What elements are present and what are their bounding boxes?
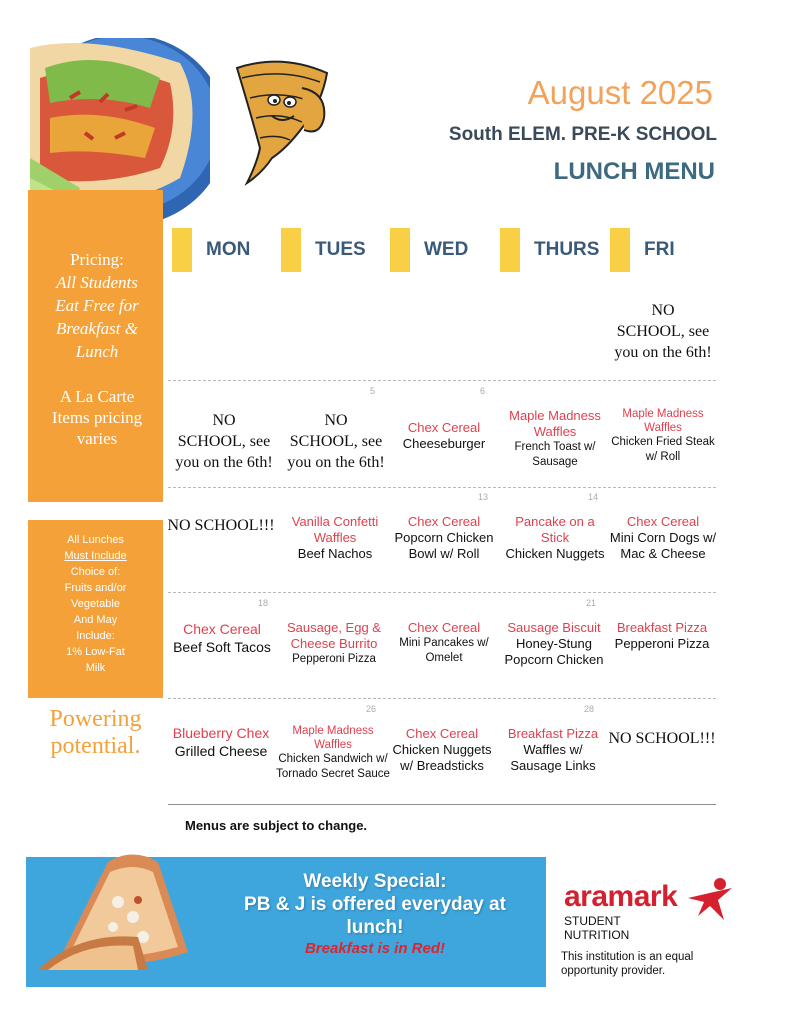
- day-label: MON: [206, 239, 251, 260]
- breakfast-item: Chex Cereal: [407, 514, 481, 529]
- requirements-line: Milk: [85, 662, 106, 674]
- breakfast-item: Sausage, Egg & Cheese Burrito: [287, 620, 381, 651]
- date-mark: 14: [588, 492, 599, 502]
- breakfast-item: Chex Cereal: [407, 420, 481, 435]
- day-label: THURS: [534, 239, 600, 260]
- logo-sub-line: NUTRITION: [564, 928, 630, 942]
- day-label: WED: [424, 239, 469, 260]
- day-tab-marker: [172, 228, 192, 272]
- lunch-item: Grilled Cheese: [174, 743, 268, 759]
- breakfast-item: Breakfast Pizza: [507, 726, 599, 741]
- lunch-item: Pepperoni Pizza: [614, 636, 710, 651]
- alacarte-line: varies: [76, 429, 118, 448]
- menu-title: LUNCH MENU: [553, 158, 715, 185]
- breakfast-item: Breakfast Pizza: [616, 620, 708, 635]
- lunch-item: Honey-Stung Popcorn Chicken: [504, 636, 604, 667]
- menu-cell-w4-tue: [279, 620, 389, 667]
- menu-cell-w2-fri: [608, 407, 718, 465]
- breakfast-item: Sausage Biscuit: [507, 620, 601, 635]
- menu-cell-w5-wed: [387, 726, 497, 774]
- no-school-line: SCHOOL, see: [616, 323, 710, 340]
- menu-cell-w5-fri: NO SCHOOL!!!: [608, 730, 716, 747]
- day-header-thurs: [500, 228, 599, 272]
- requirements-line: All Lunches: [67, 534, 124, 546]
- breakfast-item: Maple Madness Waffles: [292, 725, 374, 751]
- month-title: August 2025: [527, 74, 713, 111]
- menu-disclaimer: Menus are subject to change.: [185, 818, 368, 833]
- date-mark: 21: [586, 598, 597, 608]
- requirements-line: Include:: [76, 630, 115, 642]
- requirements-line: Choice of:: [70, 566, 121, 578]
- wrap-photo: [38, 842, 208, 972]
- breakfast-item: Maple Madness Waffles: [622, 408, 704, 434]
- menu-cell-w1-fri: [608, 300, 718, 363]
- no-school-line: SCHOOL, see: [177, 433, 271, 450]
- no-school-line: you on the 6th!: [287, 454, 385, 471]
- date-mark: 6: [480, 386, 486, 396]
- pricing-line: Breakfast &: [56, 319, 138, 338]
- requirements-line: 1% Low-Fat: [66, 646, 125, 658]
- day-label: TUES: [315, 239, 366, 260]
- day-header-wed: [390, 228, 468, 272]
- row-divider: [168, 698, 716, 699]
- no-school-line: NO: [324, 412, 348, 429]
- menu-cell-w5-mon: [166, 724, 276, 760]
- logo-sub-line: STUDENT: [564, 914, 621, 928]
- lunch-item: Mini Corn Dogs w/ Mac & Cheese: [609, 530, 717, 561]
- no-school-line: SCHOOL, see: [289, 433, 383, 450]
- menu-cell-w3-mon: NO SCHOOL!!!: [167, 517, 275, 534]
- logo-subtitle: [564, 914, 629, 942]
- menu-cell-w2-thu: [500, 408, 610, 470]
- lunch-item: Popcorn Chicken Bowl w/ Roll: [394, 530, 494, 561]
- aramark-logo: [564, 876, 744, 946]
- requirements-line: Vegetable: [71, 598, 120, 610]
- lunch-item: Beef Soft Tacos: [173, 639, 271, 655]
- pricing-heading: Pricing:: [70, 250, 124, 269]
- row-divider: [168, 804, 716, 805]
- no-school-line: NO: [212, 412, 236, 429]
- banner-line: Weekly Special:: [303, 871, 447, 892]
- menu-cell-w4-mon: [167, 620, 277, 656]
- pricing-line: Lunch: [75, 342, 119, 361]
- lunch-item: French Toast w/ Sausage: [514, 441, 596, 468]
- date-mark: 18: [258, 598, 269, 608]
- breakfast-note: Breakfast is in Red!: [304, 940, 446, 957]
- date-mark: 28: [584, 704, 595, 714]
- breakfast-item: Pancake on a Stick: [515, 514, 595, 545]
- day-tab-marker: [500, 228, 520, 272]
- alacarte-info: [38, 386, 156, 449]
- menu-cell-w2-mon: [169, 410, 279, 473]
- lunch-item: Chicken Fried Steak w/ Roll: [611, 436, 715, 463]
- day-tab-marker: [281, 228, 301, 272]
- no-school-line: you on the 6th!: [614, 344, 712, 361]
- menu-cell-w5-thu: [498, 726, 608, 774]
- weekly-special-text: [220, 870, 530, 939]
- slogan-line: Powering: [49, 706, 142, 732]
- menu-cell-w2-tue: [281, 410, 391, 473]
- lunch-item: Beef Nachos: [297, 546, 373, 561]
- row-divider: [168, 592, 716, 593]
- slogan: [28, 706, 163, 760]
- breakfast-item: Maple Madness Waffles: [509, 408, 601, 439]
- slogan-line: potential.: [50, 733, 141, 759]
- day-header-fri: [610, 228, 675, 272]
- date-mark: 26: [366, 704, 377, 714]
- lunch-item: Pepperoni Pizza: [292, 653, 376, 665]
- tornado-mascot-icon: [232, 58, 332, 188]
- menu-cell-w4-wed: [389, 620, 499, 666]
- lunch-item: Chicken Nuggets: [505, 546, 605, 561]
- star-person-icon: [684, 876, 736, 924]
- menu-cell-w4-thu: [499, 620, 609, 668]
- row-divider: [168, 487, 716, 488]
- pricing-line: Eat Free for: [55, 296, 139, 315]
- breakfast-item: Chex Cereal: [405, 726, 479, 741]
- row-divider: [168, 380, 716, 381]
- day-header-mon: [172, 228, 250, 272]
- no-school-line: you on the 6th!: [175, 454, 273, 471]
- lunch-requirements-panel: [28, 520, 163, 698]
- breakfast-item: Chex Cereal: [626, 514, 700, 529]
- breakfast-item: Chex Cereal: [183, 621, 261, 637]
- logo-wordmark: aramark: [564, 880, 678, 913]
- lunch-item: Waffles w/ Sausage Links: [510, 742, 596, 773]
- day-tab-marker: [390, 228, 410, 272]
- lunch-item: Chicken Nuggets w/ Breadsticks: [392, 742, 492, 773]
- day-header-tues: [281, 228, 366, 272]
- alacarte-line: A La Carte: [59, 387, 135, 406]
- menu-cell-w4-fri: [607, 620, 717, 652]
- requirements-line: And May: [73, 614, 118, 626]
- requirements-line: Fruits and/or: [64, 582, 127, 594]
- breakfast-item: Vanilla Confetti Waffles: [291, 514, 379, 545]
- menu-cell-w3-fri: [606, 514, 720, 562]
- banner-line: lunch!: [346, 917, 404, 938]
- requirements-line: Must Include: [64, 550, 127, 562]
- menu-cell-w3-tue: [280, 514, 390, 562]
- no-school-line: NO: [651, 302, 675, 319]
- equal-opportunity-statement: This institution is an equal opportunity provider.: [561, 951, 694, 977]
- pricing-line: All Students: [56, 273, 138, 292]
- menu-cell-w2-wed: [389, 420, 499, 452]
- pricing-info: [38, 248, 156, 363]
- lunch-item: Cheeseburger: [402, 436, 486, 451]
- day-tab-marker: [610, 228, 630, 272]
- date-mark: 5: [370, 386, 376, 396]
- date-mark: 13: [478, 492, 489, 502]
- school-name: South ELEM. PRE-K SCHOOL: [448, 124, 717, 145]
- lunch-item: Chicken Sandwich w/ Tornado Secret Sauce: [276, 753, 390, 780]
- breakfast-item: Chex Cereal: [407, 620, 481, 635]
- banner-line: PB & J is offered everyday at: [244, 894, 506, 915]
- menu-cell-w3-thu: [500, 514, 610, 562]
- alacarte-line: Items pricing: [51, 408, 143, 427]
- menu-cell-w5-tue: [276, 724, 390, 782]
- day-label: FRI: [644, 239, 675, 260]
- menu-cell-w3-wed: [389, 514, 499, 562]
- breakfast-item: Blueberry Chex: [172, 725, 270, 741]
- lunch-item: Mini Pancakes w/ Omelet: [399, 637, 489, 664]
